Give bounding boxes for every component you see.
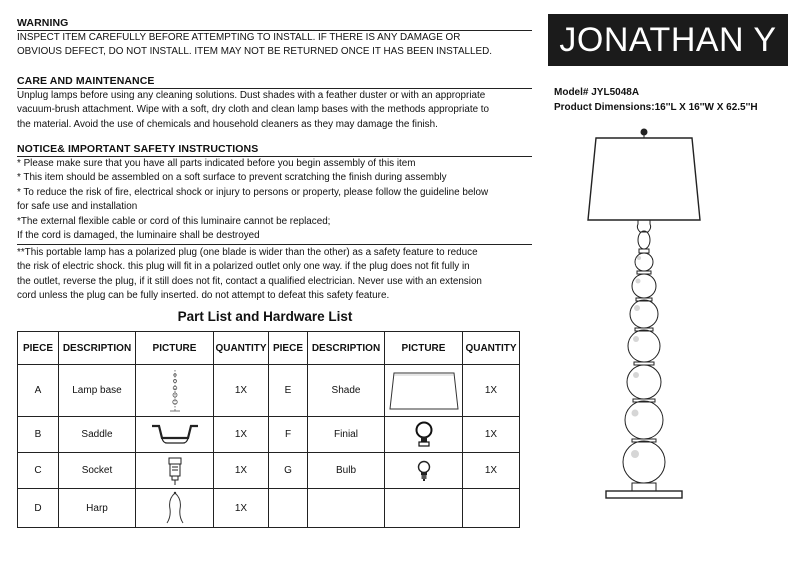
- warning-text: [17, 31, 532, 60]
- safety-line: *The external flexible cable or cord of this luminaire cannot be replaced;: [17, 215, 331, 227]
- table-row: [18, 489, 520, 528]
- harp-icon: [164, 491, 186, 525]
- piece-letter: B: [18, 417, 59, 453]
- lamp-base-icon: [165, 369, 185, 413]
- plug-line: the outlet, reverse the plug, if it still does not fit, contact a qualified electrician. Never use with an extension: [17, 275, 482, 287]
- piece-picture: [385, 365, 463, 417]
- piece-quantity: 1X: [463, 417, 520, 453]
- safety-line: If the cord is damaged, the luminaire shall be destroyed: [17, 230, 260, 242]
- piece-description: Shade: [308, 365, 385, 417]
- piece-picture: [136, 417, 214, 453]
- piece-picture: [385, 489, 463, 528]
- header-quantity: QUANTITY: [214, 332, 269, 365]
- parts-table: [17, 331, 520, 528]
- piece-quantity: 1X: [214, 489, 269, 528]
- piece-letter: F: [269, 417, 308, 453]
- piece-picture: [136, 365, 214, 417]
- warning-heading: WARNING: [17, 17, 532, 31]
- table-row: [18, 453, 520, 489]
- header-picture: PICTURE: [385, 332, 463, 365]
- header-quantity: QUANTITY: [463, 332, 520, 365]
- piece-letter: E: [269, 365, 308, 417]
- piece-quantity: [463, 489, 520, 528]
- care-line: Unplug lamps before using any cleaning solutions. Dust shades with a feather duster or with an appropriate: [17, 90, 486, 101]
- safety-line: for safe use and installation: [17, 201, 138, 213]
- piece-letter: A: [18, 365, 59, 417]
- safety-text: [17, 157, 532, 243]
- piece-description: Bulb: [308, 453, 385, 489]
- plug-line: the risk of electric shock. this plug will fit in a polarized outlet only one way. if the plug does not fit fully in: [17, 261, 470, 273]
- header-piece: PIECE: [269, 332, 308, 365]
- piece-letter: [269, 489, 308, 528]
- plug-line: **This portable lamp has a polarized plug (one blade is wider than the other) as a safety feature to reduce: [17, 247, 478, 258]
- lamp-finial: [641, 129, 647, 135]
- piece-quantity: 1X: [214, 417, 269, 453]
- product-dimensions: Product Dimensions:16''L X 16''W X 62.5''H: [554, 102, 758, 113]
- safety-line: * This item should be assembled on a soft surface to prevent scratching the finish during assembly: [17, 172, 447, 184]
- piece-description: Lamp base: [59, 365, 136, 417]
- piece-description: Socket: [59, 453, 136, 489]
- plug-text: [17, 246, 532, 304]
- socket-icon: [166, 456, 184, 486]
- safety-heading: NOTICE& IMPORTANT SAFETY INSTRUCTIONS: [17, 143, 532, 157]
- lamp-base-plate: [606, 491, 682, 498]
- piece-quantity: 1X: [214, 453, 269, 489]
- care-text: [17, 89, 532, 132]
- model-number: Model# JYL5048A: [554, 87, 640, 98]
- lamp-base-spheres: [623, 253, 665, 491]
- safety-line: * To reduce the risk of fire, electrical shock or injury to persons or property, please follow the guideline below: [17, 186, 489, 198]
- lamp-shade: [588, 138, 700, 220]
- divider: [17, 244, 532, 245]
- table-row: [18, 417, 520, 453]
- table-row: [18, 365, 520, 417]
- bulb-icon: [416, 460, 432, 482]
- piece-letter: G: [269, 453, 308, 489]
- piece-description: Saddle: [59, 417, 136, 453]
- header-description: DESCRIPTION: [308, 332, 385, 365]
- brand-logo: JONATHAN Y: [548, 14, 788, 66]
- piece-quantity: 1X: [463, 365, 520, 417]
- warning-line: INSPECT ITEM CAREFULLY BEFORE ATTEMPTING TO INSTALL. IF THERE IS ANY DAMAGE OR: [17, 32, 461, 43]
- care-heading: CARE AND MAINTENANCE: [17, 75, 532, 89]
- piece-letter: D: [18, 489, 59, 528]
- piece-picture: [385, 417, 463, 453]
- header-picture: PICTURE: [136, 332, 214, 365]
- plug-line: cord unless the plug can be fully inserted. do not attempt to defeat this safety feature.: [17, 290, 390, 302]
- header-description: DESCRIPTION: [59, 332, 136, 365]
- warning-line: OBVIOUS DEFECT, DO NOT INSTALL. ITEM MAY NOT BE RETURNED ONCE IT HAS BEEN INSTALLED.: [17, 46, 492, 58]
- saddle-icon: [149, 422, 201, 448]
- floor-lamp-illustration: [580, 128, 710, 508]
- parts-table-title: Part List and Hardware List: [177, 309, 353, 324]
- piece-quantity: 1X: [214, 365, 269, 417]
- header-piece: PIECE: [18, 332, 59, 365]
- piece-letter: C: [18, 453, 59, 489]
- piece-description: [308, 489, 385, 528]
- finial-icon: [414, 421, 434, 449]
- piece-picture: [136, 453, 214, 489]
- piece-description: Finial: [308, 417, 385, 453]
- parts-table-header: [18, 332, 520, 365]
- piece-quantity: 1X: [463, 453, 520, 489]
- piece-description: Harp: [59, 489, 136, 528]
- care-line: the material. Avoid the use of chemicals and household cleaners as they may damage the finish.: [17, 118, 438, 130]
- shade-icon: [388, 369, 460, 413]
- care-line: vacuum-brush attachment. Wipe with a soft, dry cloth and clean lamp bases with the methods appropriate to: [17, 104, 490, 116]
- piece-picture: [385, 453, 463, 489]
- safety-line: * Please make sure that you have all parts indicated before you begin assembly of this item: [17, 158, 416, 169]
- piece-picture: [136, 489, 214, 528]
